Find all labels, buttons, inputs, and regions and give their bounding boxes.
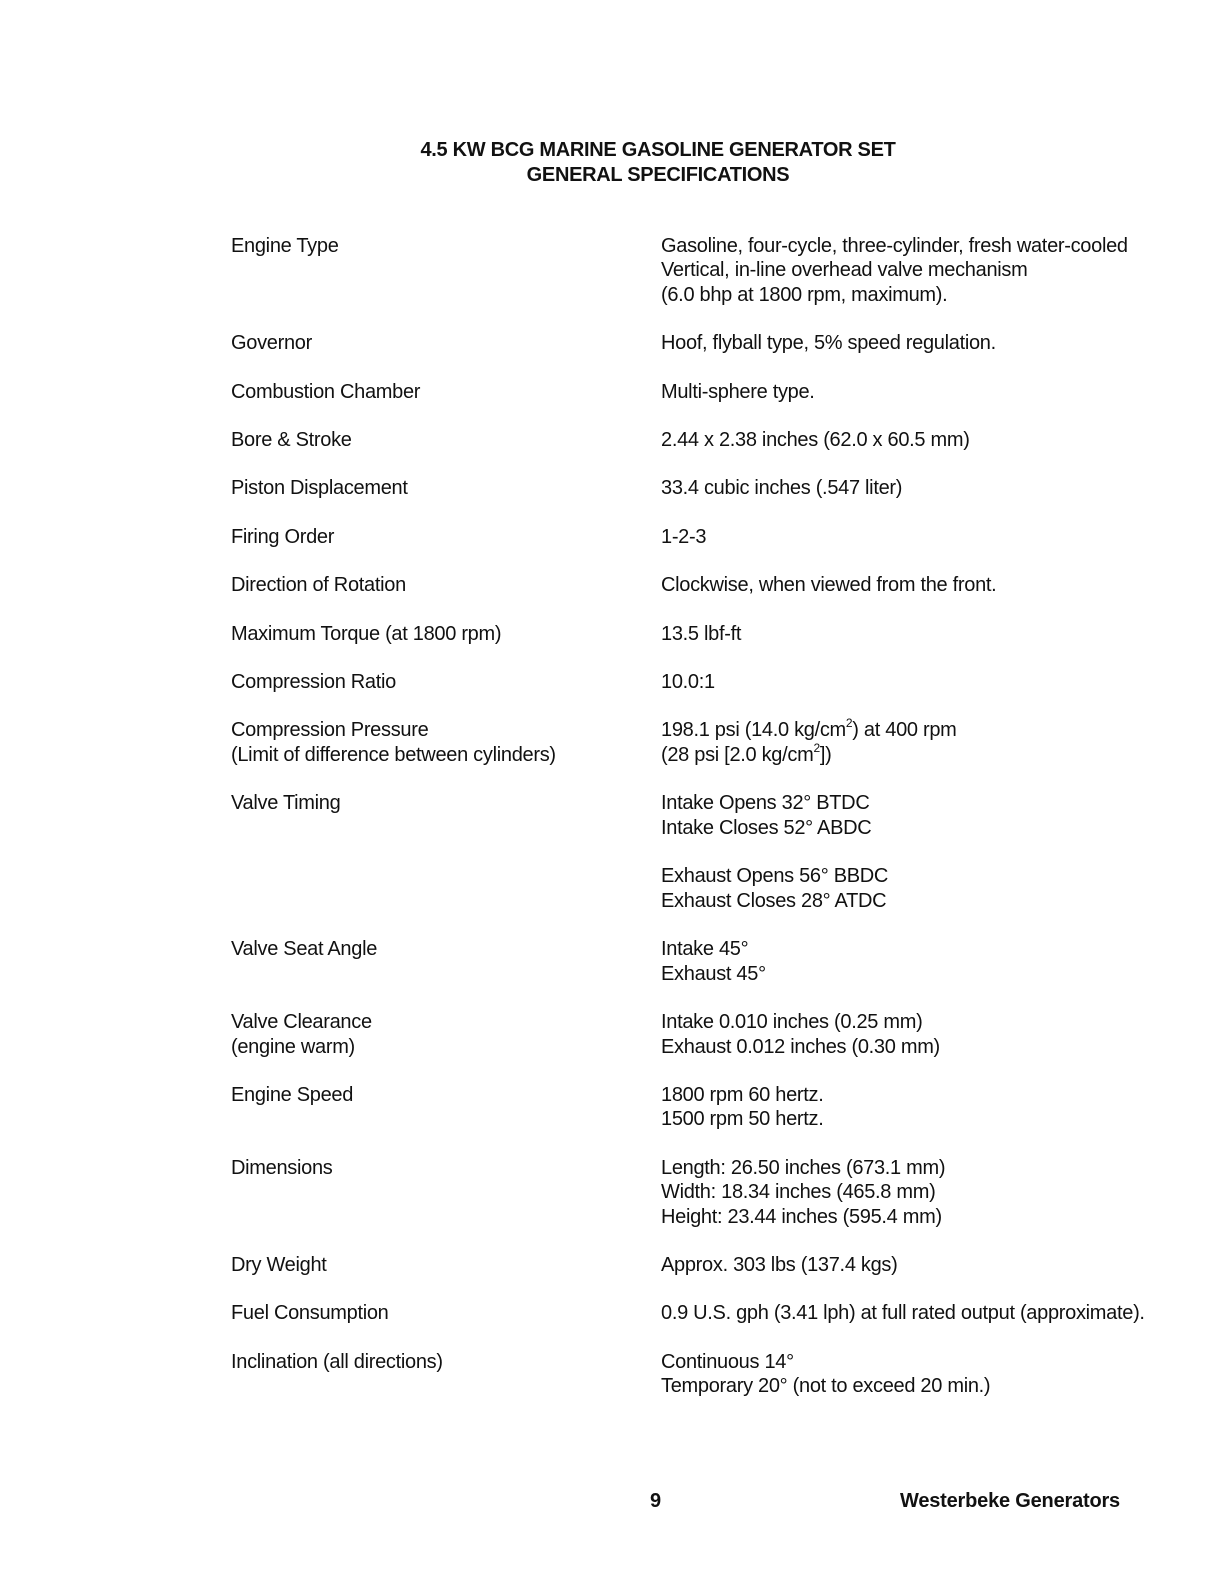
spec-label (231, 1253, 661, 1277)
spec-value-line: Hoof, flyball type, 5% speed regulation. (661, 332, 996, 355)
spec-value-line: Approx. 303 lbs (137.4 kgs) (661, 1253, 898, 1276)
spec-value-line: 0.9 U.S. gph (3.41 lph) at full rated output (approximate). (661, 1302, 1145, 1325)
spec-value (661, 525, 1191, 549)
spec-row (231, 670, 1191, 694)
spec-label-line: Dry Weight (231, 1253, 327, 1276)
spec-label (231, 573, 661, 597)
spec-value-line: 198.1 psi (14.0 $kg/cm^2$) at 400 rpm (661, 716, 957, 742)
spec-label-line: Combustion Chamber (231, 380, 421, 403)
title-line-2: GENERAL SPECIFICATIONS (526, 164, 790, 186)
spec-value (661, 1301, 1191, 1325)
spec-label (231, 234, 661, 307)
spec-value (661, 234, 1191, 307)
spec-value-line: Exhaust 0.012 inches (0.30 mm) (661, 1035, 940, 1058)
spec-row (231, 428, 1191, 452)
spec-value (661, 1083, 1191, 1132)
spec-value (661, 380, 1191, 404)
spec-label (231, 331, 661, 355)
spec-value (661, 1350, 1191, 1399)
spec-value-line: Clockwise, when viewed from the front. (661, 574, 997, 597)
spec-value-line: Height: 23.44 inches (595.4 mm) (661, 1205, 942, 1228)
spec-value-line: 33.4 cubic inches (.547 liter) (661, 477, 903, 500)
spec-row (231, 573, 1191, 597)
spec-value-line: Length: 26.50 inches (673.1 mm) (661, 1156, 946, 1179)
spec-row (231, 937, 1191, 986)
spec-value-line: Temporary 20° (not to exceed 20 min.) (661, 1375, 991, 1398)
spec-label (231, 1010, 661, 1059)
spec-label-line: Compression Ratio (231, 671, 396, 694)
spec-value (661, 428, 1191, 452)
spec-value-line: 13.5 lbf-ft (661, 622, 742, 645)
spec-label (231, 670, 661, 694)
spec-row (231, 1253, 1191, 1277)
spec-row (231, 1083, 1191, 1132)
spec-label (231, 718, 661, 767)
title-line-1: 4.5 KW BCG MARINE GASOLINE GENERATOR SET (420, 139, 896, 161)
spec-label-line: Dimensions (231, 1156, 333, 1179)
spec-row (231, 331, 1191, 355)
spec-label-line: Compression Pressure (231, 719, 429, 742)
spec-label-line: Engine Type (231, 235, 339, 257)
spec-label (231, 622, 661, 646)
spec-value-line: Multi-sphere type. (661, 380, 815, 403)
spec-label (231, 1350, 661, 1399)
spec-label-line: Bore & Stroke (231, 429, 352, 452)
spec-value-line: 1-2-3 (661, 525, 707, 548)
spec-row (231, 380, 1191, 404)
spec-row (231, 622, 1191, 646)
spec-label-line: Direction of Rotation (231, 574, 406, 597)
spec-value-line: (28 psi [2.0 $kg/cm^2$]) (661, 740, 832, 766)
spec-label-line: Piston Displacement (231, 477, 408, 500)
spec-label-line: Valve Seat Angle (231, 938, 378, 961)
spec-label-line: (engine warm) (231, 1035, 355, 1058)
spec-label-line: Inclination (all directions) (231, 1350, 443, 1373)
spec-row (231, 791, 1191, 913)
spec-value (661, 331, 1191, 355)
spec-value-spacer (661, 840, 1191, 864)
spec-value (661, 791, 1191, 913)
spec-value-line: Exhaust Opens 56° BBDC (661, 865, 889, 888)
spec-label (231, 525, 661, 549)
spec-value (661, 1253, 1191, 1277)
spec-value-line: (6.0 bhp at 1800 rpm, maximum). (661, 283, 948, 306)
spec-value (661, 622, 1191, 646)
spec-value (661, 1010, 1191, 1059)
spec-label (231, 428, 661, 452)
spec-label-line: Fuel Consumption (231, 1302, 389, 1325)
spec-value-line: Gasoline, four-cycle, three-cylinder, fresh water-cooled (661, 235, 1128, 257)
spec-label-line: Governor (231, 332, 312, 355)
spec-value (661, 1156, 1191, 1229)
spec-value-line: 10.0:1 (661, 671, 715, 694)
spec-label (231, 1156, 661, 1229)
spec-row (231, 1010, 1191, 1059)
spec-value-line: 1500 rpm 50 hertz. (661, 1108, 824, 1131)
spec-value-line: Exhaust Closes 28° ATDC (661, 889, 887, 912)
spec-value-line: Exhaust 45° (661, 962, 766, 985)
spec-value-line: 2.44 x 2.38 inches (62.0 x 60.5 mm) (661, 429, 970, 452)
spec-value-line: Continuous 14° (661, 1350, 794, 1373)
spec-value-line: Intake 45° (661, 938, 749, 961)
spec-label-line: Maximum Torque (at 1800 rpm) (231, 622, 502, 645)
spec-row (231, 476, 1191, 500)
spec-value-line: Intake Opens 32° BTDC (661, 792, 870, 815)
spec-label (231, 791, 661, 913)
spec-row (231, 525, 1191, 549)
spec-label-line: Engine Speed (231, 1083, 354, 1106)
spec-label-line: Firing Order (231, 525, 335, 548)
spec-value-line: Intake Closes 52° ABDC (661, 816, 872, 839)
spec-row (231, 718, 1191, 767)
spec-value-line: Vertical, in-line overhead valve mechanism (661, 259, 1028, 282)
spec-row (231, 1350, 1191, 1399)
spec-label-line: Valve Clearance (231, 1011, 372, 1034)
spec-label (231, 1083, 661, 1132)
spec-row (231, 1301, 1191, 1325)
spec-value (661, 937, 1191, 986)
specifications-table (231, 234, 1191, 1423)
page-number: 9 (650, 1490, 662, 1512)
spec-label (231, 1301, 661, 1325)
spec-row (231, 1156, 1191, 1229)
spec-label-line: Valve Timing (231, 792, 341, 815)
spec-label (231, 476, 661, 500)
document-title (0, 138, 1224, 188)
spec-value (661, 573, 1191, 597)
spec-value (661, 476, 1191, 500)
spec-value-line: Width: 18.34 inches (465.8 mm) (661, 1181, 936, 1204)
spec-value-line: 1800 rpm 60 hertz. (661, 1083, 824, 1106)
footer-brand: Westerbeke Generators (900, 1490, 1120, 1512)
spec-value (661, 718, 1191, 767)
spec-row (231, 234, 1191, 307)
spec-label (231, 380, 661, 404)
spec-value-line: Intake 0.010 inches (0.25 mm) (661, 1011, 923, 1034)
spec-value (661, 670, 1191, 694)
spec-label (231, 937, 661, 986)
spec-label-line: (Limit of difference between cylinders) (231, 743, 556, 766)
